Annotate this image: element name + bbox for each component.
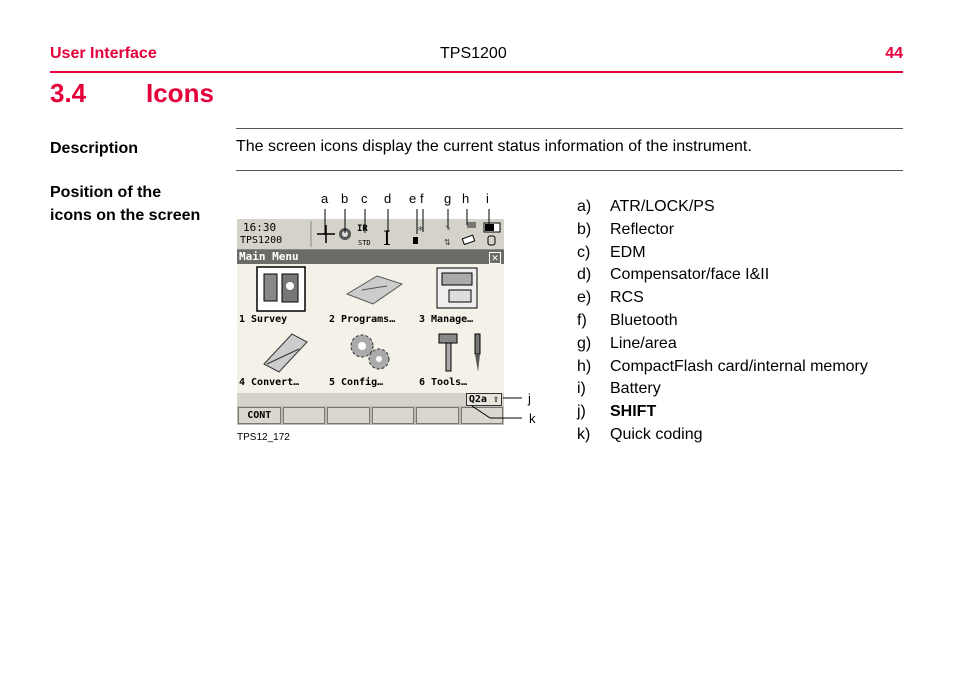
legend-item <box>577 378 868 401</box>
legend-text: RCS <box>610 289 644 307</box>
legend-item <box>577 333 868 356</box>
callout-j: j <box>528 391 531 406</box>
position-label-line1: Position of the <box>50 184 162 201</box>
edm-std-text: STD <box>358 239 371 247</box>
callout-d: d <box>384 191 392 206</box>
legend-item <box>577 242 868 265</box>
quick-code-indicator: Q2a ⇧ <box>466 393 502 406</box>
bluetooth-icon: ∗ <box>417 224 424 233</box>
program-programs[interactable]: 2 Programs… <box>329 314 396 325</box>
callout-i: i <box>486 191 489 206</box>
callout-b: b <box>341 191 349 206</box>
legend-item <box>577 310 868 333</box>
legend-key: h) <box>577 357 592 375</box>
svg-text:⇅: ⇅ <box>444 238 451 247</box>
header-product: TPS1200 <box>440 45 507 62</box>
legend-key: i) <box>577 380 586 398</box>
legend-key: d) <box>577 266 592 284</box>
legend-item <box>577 196 868 219</box>
callout-f: f <box>420 191 424 206</box>
callout-k: k <box>529 411 536 426</box>
time-display: 16:30 <box>243 221 277 234</box>
callout-c: c <box>361 191 368 206</box>
compensator-icon: I <box>383 226 391 249</box>
program-manage[interactable]: 3 Manage… <box>419 314 474 325</box>
callout-g: g <box>444 191 452 206</box>
legend-text: Bluetooth <box>610 311 678 329</box>
legend-key: g) <box>577 334 592 352</box>
callout-e: e <box>409 191 417 206</box>
legend-text: EDM <box>610 243 646 261</box>
legend-text: SHIFT <box>610 403 657 421</box>
section-title: Icons <box>146 78 214 108</box>
program-survey[interactable]: 1 Survey <box>239 314 288 325</box>
line-area-icon: ↘ <box>444 223 451 232</box>
legend-key: a) <box>577 198 592 215</box>
program-convert[interactable]: 4 Convert… <box>239 377 300 388</box>
legend-item <box>577 264 868 287</box>
legend-item <box>577 219 868 242</box>
page-number: 44 <box>885 45 903 62</box>
legend-item <box>577 401 868 424</box>
instrument-name: TPS1200 <box>240 235 283 246</box>
fkey-cont[interactable]: CONT <box>238 407 281 424</box>
legend-text: Reflector <box>610 220 675 238</box>
legend-text: Quick coding <box>610 425 703 443</box>
legend-item <box>577 424 868 447</box>
legend-key: b) <box>577 220 592 238</box>
close-icon[interactable]: ✕ <box>489 252 501 264</box>
icon-legend <box>577 196 868 447</box>
legend-key: e) <box>577 289 592 307</box>
description-text: The screen icons display the current status information of the instrument. <box>236 138 752 155</box>
edm-ir-text: IR <box>357 224 368 234</box>
legend-item <box>577 287 868 310</box>
legend-item <box>577 356 868 379</box>
quick-code-text: Q2a <box>468 394 487 405</box>
legend-text: CompactFlash card/internal memory <box>610 357 868 375</box>
callout-a: a <box>321 191 329 206</box>
legend-text: ATR/LOCK/PS <box>610 198 715 215</box>
program-config[interactable]: 5 Config… <box>329 377 384 388</box>
program-tools[interactable]: 6 Tools… <box>419 377 468 388</box>
header-chapter: User Interface <box>50 45 157 62</box>
figure-caption: TPS12_172 <box>237 432 290 443</box>
legend-key: k) <box>577 425 591 443</box>
section-number: 3.4 <box>50 78 87 108</box>
description-label: Description <box>50 140 139 157</box>
position-label-line2: icons on the screen <box>50 207 201 224</box>
menu-title: Main Menu <box>239 250 299 263</box>
legend-text: Compensator/face I&II <box>610 266 770 284</box>
legend-text: Line/area <box>610 334 677 352</box>
legend-key: j) <box>577 403 586 421</box>
legend-text: Battery <box>610 380 661 398</box>
callout-h: h <box>462 191 470 206</box>
legend-key: f) <box>577 311 587 329</box>
legend-key: c) <box>577 243 591 261</box>
